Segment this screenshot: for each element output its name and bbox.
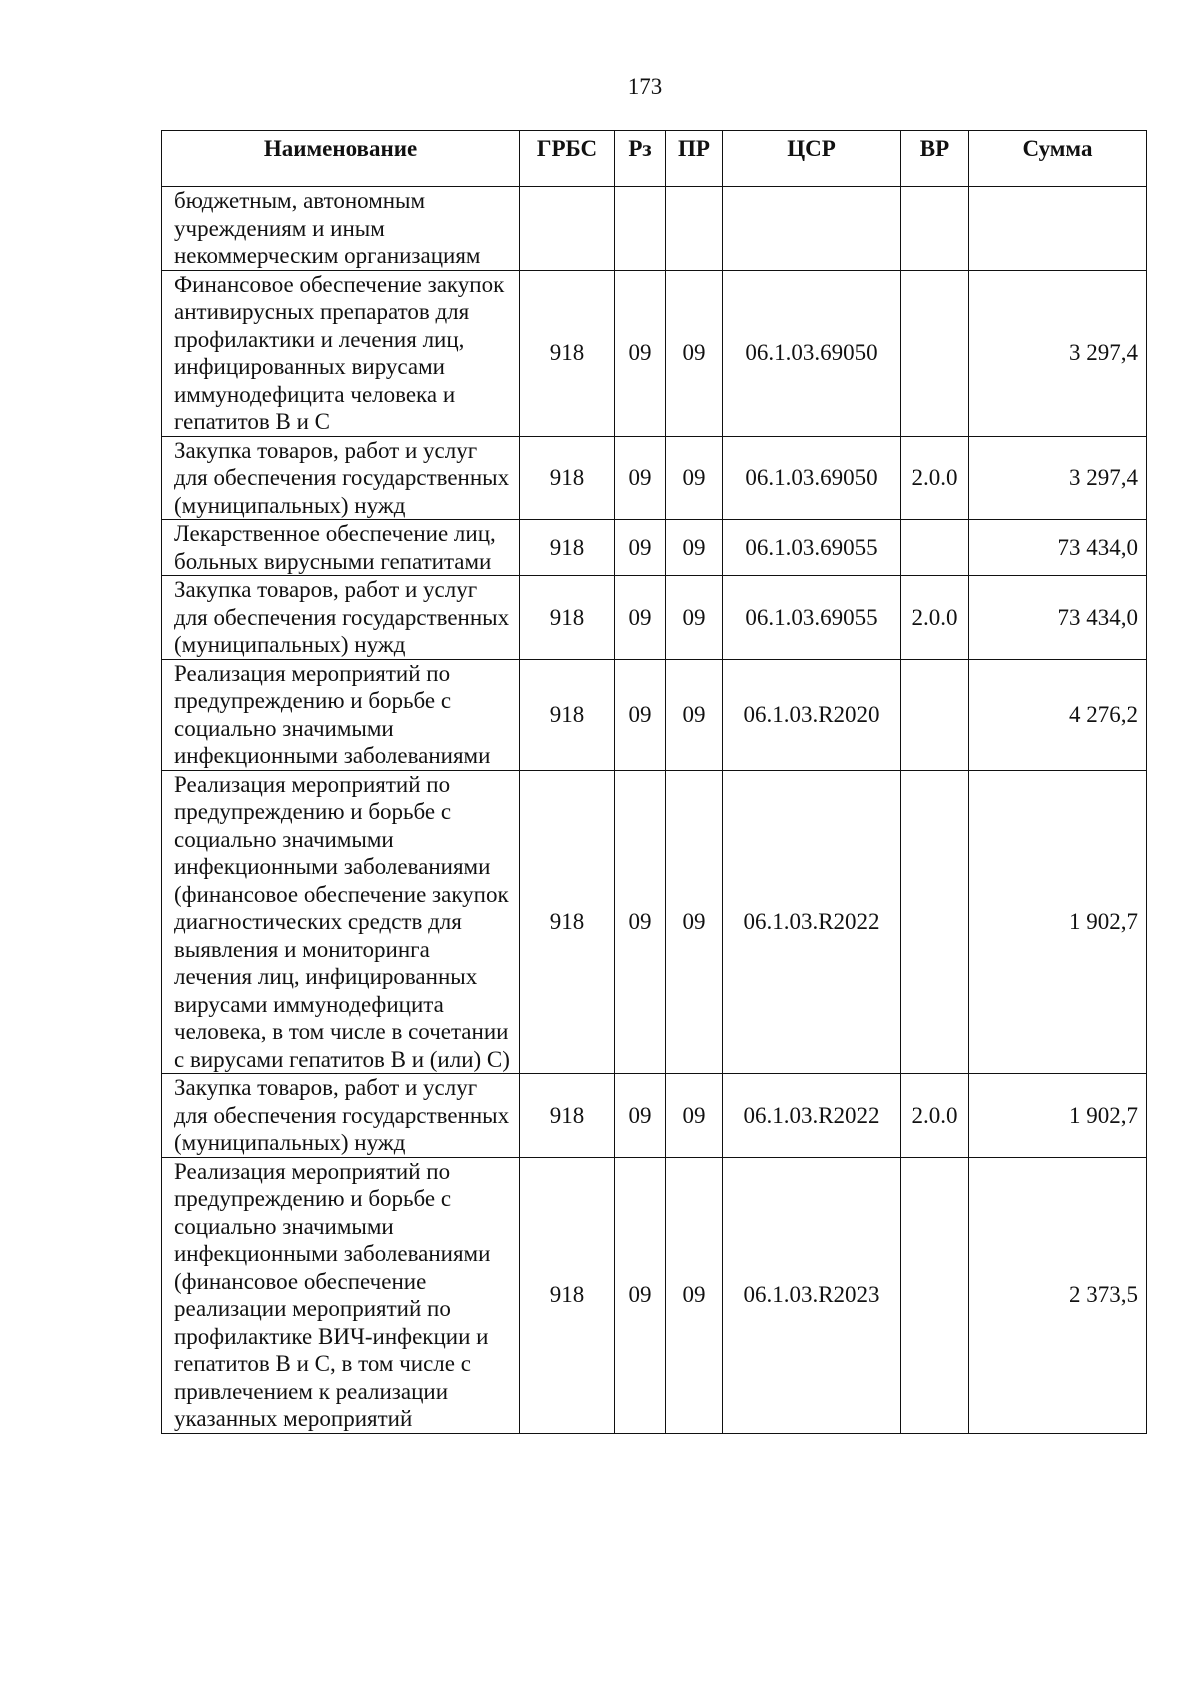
cell-csr: 06.1.03.69050: [723, 436, 901, 520]
header-row: [162, 131, 1147, 187]
header-pr: ПР: [666, 131, 723, 187]
cell-rz: [615, 187, 666, 271]
cell-name: Реализация мероприятий по предупреждению и борьбе с социально значимыми инфекционными заболеваниями (финансовое обеспечение реализации мероприятий по профилактике ВИЧ-инфекции и гепатитов В и С, в том числе с привлечением к реализации указанных мероприятий: [162, 1157, 520, 1433]
cell-name: Финансовое обеспечение закупок антивирусных препаратов для профилактики и лечения лиц, инфицированных вирусами иммунодефицита человека и гепатитов В и С: [162, 270, 520, 436]
cell-csr: 06.1.03.R2020: [723, 659, 901, 770]
cell-vr: [901, 659, 969, 770]
header-name: Наименование: [162, 131, 520, 187]
cell-csr: 06.1.03.R2022: [723, 770, 901, 1074]
cell-vr: 2.0.0: [901, 436, 969, 520]
cell-name: Закупка товаров, работ и услуг для обеспечения государственных (муниципальных) нужд: [162, 1074, 520, 1158]
cell-vr: [901, 187, 969, 271]
header-vr: ВР: [901, 131, 969, 187]
cell-rz: 09: [615, 520, 666, 576]
cell-vr: 2.0.0: [901, 1074, 969, 1158]
cell-csr: [723, 187, 901, 271]
cell-grbs: 918: [520, 436, 615, 520]
cell-sum: 4 276,2: [969, 659, 1147, 770]
cell-sum: 3 297,4: [969, 270, 1147, 436]
header-sum: Сумма: [969, 131, 1147, 187]
cell-pr: 09: [666, 520, 723, 576]
cell-vr: [901, 520, 969, 576]
cell-sum: 73 434,0: [969, 520, 1147, 576]
table-row: [162, 187, 1147, 271]
table-row: [162, 270, 1147, 436]
table-row: [162, 576, 1147, 660]
cell-csr: 06.1.03.69050: [723, 270, 901, 436]
cell-name: бюджетным, автономным учреждениям и иным некоммерческим организациям: [162, 187, 520, 271]
cell-rz: 09: [615, 770, 666, 1074]
cell-csr: 06.1.03.R2023: [723, 1157, 901, 1433]
cell-pr: 09: [666, 436, 723, 520]
cell-grbs: 918: [520, 770, 615, 1074]
cell-pr: [666, 187, 723, 271]
cell-vr: [901, 770, 969, 1074]
cell-rz: 09: [615, 436, 666, 520]
header-grbs: ГРБС: [520, 131, 615, 187]
cell-rz: 09: [615, 659, 666, 770]
cell-pr: 09: [666, 270, 723, 436]
table-row: [162, 1074, 1147, 1158]
table-row: [162, 436, 1147, 520]
table-row: [162, 659, 1147, 770]
cell-csr: 06.1.03.R2022: [723, 1074, 901, 1158]
cell-pr: 09: [666, 659, 723, 770]
cell-rz: 09: [615, 1157, 666, 1433]
cell-vr: 2.0.0: [901, 576, 969, 660]
cell-sum: [969, 187, 1147, 271]
cell-name: Закупка товаров, работ и услуг для обеспечения государственных (муниципальных) нужд: [162, 576, 520, 660]
table-row: [162, 770, 1147, 1074]
cell-grbs: 918: [520, 576, 615, 660]
page-number: 173: [627, 74, 663, 99]
budget-table: [161, 130, 1147, 1434]
cell-name: Реализация мероприятий по предупреждению и борьбе с социально значимыми инфекционными заболеваниями (финансовое обеспечение закупок диагностических средств для выявления и мониторинга лечения лиц, инфицированных вирусами иммунодефицита человека, в том числе в сочетании с вирусами гепатитов В и (или) С): [162, 770, 520, 1074]
cell-grbs: 918: [520, 1074, 615, 1158]
cell-sum: 2 373,5: [969, 1157, 1147, 1433]
cell-rz: 09: [615, 270, 666, 436]
header-rz: Рз: [615, 131, 666, 187]
cell-sum: 1 902,7: [969, 1074, 1147, 1158]
cell-rz: 09: [615, 576, 666, 660]
table-body: [162, 187, 1147, 1434]
cell-sum: 1 902,7: [969, 770, 1147, 1074]
cell-csr: 06.1.03.69055: [723, 520, 901, 576]
cell-pr: 09: [666, 1074, 723, 1158]
cell-vr: [901, 1157, 969, 1433]
table-row: [162, 1157, 1147, 1433]
cell-pr: 09: [666, 770, 723, 1074]
cell-grbs: 918: [520, 520, 615, 576]
table-header: [162, 131, 1147, 187]
cell-grbs: 918: [520, 659, 615, 770]
table-row: [162, 520, 1147, 576]
cell-vr: [901, 270, 969, 436]
cell-pr: 09: [666, 576, 723, 660]
header-csr: ЦСР: [723, 131, 901, 187]
cell-csr: 06.1.03.69055: [723, 576, 901, 660]
cell-name: Лекарственное обеспечение лиц, больных вирусными гепатитами: [162, 520, 520, 576]
cell-sum: 3 297,4: [969, 436, 1147, 520]
cell-sum: 73 434,0: [969, 576, 1147, 660]
cell-pr: 09: [666, 1157, 723, 1433]
cell-name: Реализация мероприятий по предупреждению и борьбе с социально значимыми инфекционными заболеваниями: [162, 659, 520, 770]
cell-name: Закупка товаров, работ и услуг для обеспечения государственных (муниципальных) нужд: [162, 436, 520, 520]
cell-rz: 09: [615, 1074, 666, 1158]
cell-grbs: [520, 187, 615, 271]
cell-grbs: 918: [520, 1157, 615, 1433]
cell-grbs: 918: [520, 270, 615, 436]
